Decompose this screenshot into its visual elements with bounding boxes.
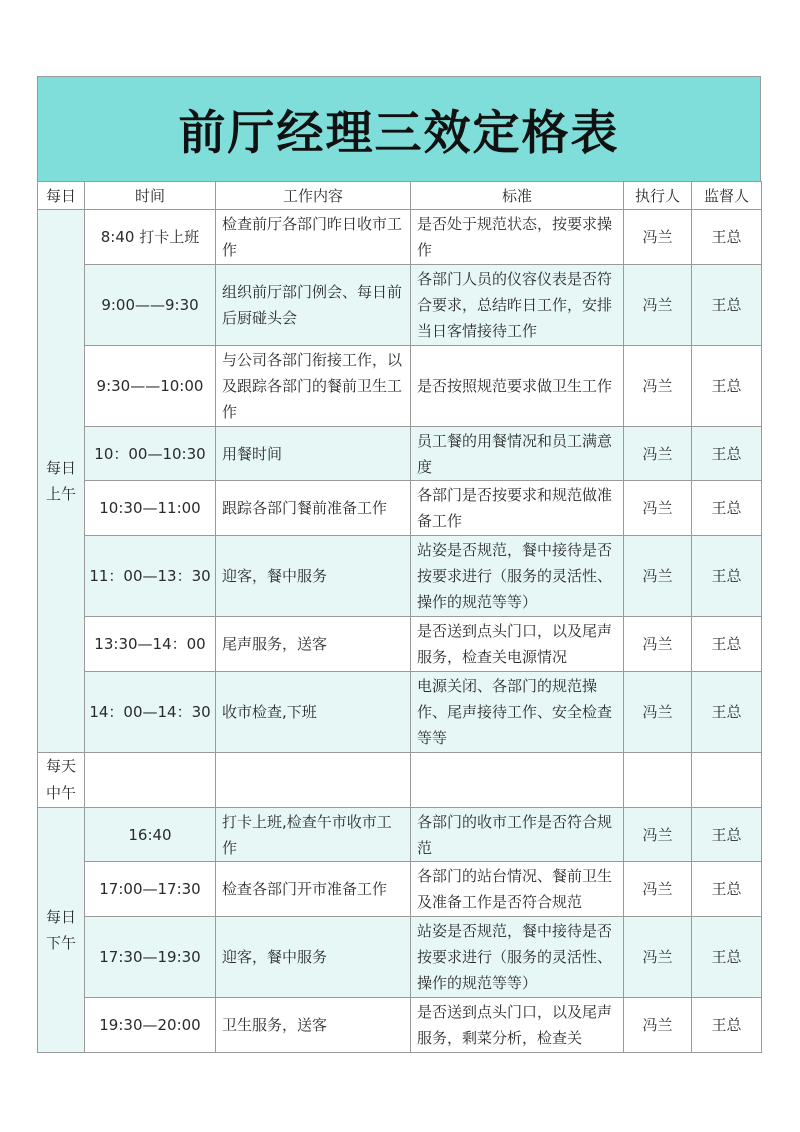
cell-standard: 是否按照规范要求做卫生工作 <box>411 346 624 427</box>
cell-supervisor: 王总 <box>692 862 762 917</box>
cell-executor: 冯兰 <box>624 808 692 862</box>
cell-supervisor: 王总 <box>692 536 762 617</box>
schedule-sheet <box>37 76 761 1053</box>
cell-time: 10：00—10:30 <box>85 427 216 481</box>
cell-executor: 冯兰 <box>624 998 692 1053</box>
cell-supervisor: 王总 <box>692 427 762 481</box>
cell-content: 尾声服务，送客 <box>216 617 411 672</box>
table-row <box>38 672 762 753</box>
table-row <box>38 917 762 998</box>
group-morning-label: 每日 上午 <box>45 459 76 503</box>
cell-time: 9:30——10:00 <box>85 346 216 427</box>
table-row <box>38 862 762 917</box>
cell-time: 17:00—17:30 <box>85 862 216 917</box>
header-time: 时间 <box>85 182 216 210</box>
cell-time: 19:30—20:00 <box>85 998 216 1053</box>
table-row <box>38 346 762 427</box>
cell-standard: 是否送到点头门口，以及尾声服务，检查关电源情况 <box>411 617 624 672</box>
cell-standard: 各部门人员的仪容仪表是否符合要求，总结昨日工作，安排当日客情接待工作 <box>411 265 624 346</box>
cell-supervisor: 王总 <box>692 481 762 536</box>
cell-executor: 冯兰 <box>624 617 692 672</box>
cell-time: 17:30—19:30 <box>85 917 216 998</box>
header-supervisor: 监督人 <box>692 182 762 210</box>
cell-content: 收市检查,下班 <box>216 672 411 753</box>
cell-content: 打卡上班,检查午市收市工作 <box>216 808 411 862</box>
cell-standard: 各部门是否按要求和规范做准备工作 <box>411 481 624 536</box>
table-row <box>38 998 762 1053</box>
cell-content: 用餐时间 <box>216 427 411 481</box>
cell-executor: 冯兰 <box>624 210 692 265</box>
header-row <box>38 182 762 210</box>
title-band <box>37 76 761 181</box>
cell-executor: 冯兰 <box>624 536 692 617</box>
cell-content: 迎客，餐中服务 <box>216 536 411 617</box>
schedule-table <box>37 181 762 1053</box>
group-noon <box>38 753 85 808</box>
cell-content: 检查各部门开市准备工作 <box>216 862 411 917</box>
cell-content: 组织前厅部门例会、每日前后厨碰头会 <box>216 265 411 346</box>
cell-empty <box>85 753 216 808</box>
cell-time: 13:30—14：00 <box>85 617 216 672</box>
table-row <box>38 808 762 862</box>
table-row <box>38 210 762 265</box>
cell-empty <box>216 753 411 808</box>
cell-content: 卫生服务，送客 <box>216 998 411 1053</box>
cell-supervisor: 王总 <box>692 917 762 998</box>
table-row <box>38 617 762 672</box>
header-standard: 标准 <box>411 182 624 210</box>
group-afternoon-label: 每日 下午 <box>45 908 76 952</box>
cell-executor: 冯兰 <box>624 862 692 917</box>
group-afternoon <box>38 808 85 1053</box>
cell-executor: 冯兰 <box>624 346 692 427</box>
cell-standard: 电源关闭、各部门的规范操作、尾声接待工作、安全检查等等 <box>411 672 624 753</box>
cell-time: 8:40 打卡上班 <box>85 210 216 265</box>
header-day: 每日 <box>38 182 85 210</box>
cell-content: 与公司各部门衔接工作，以及跟踪各部门的餐前卫生工作 <box>216 346 411 427</box>
cell-time: 14：00—14：30 <box>85 672 216 753</box>
cell-supervisor: 王总 <box>692 265 762 346</box>
table-row <box>38 753 762 808</box>
cell-standard: 站姿是否规范，餐中接待是否按要求进行（服务的灵活性、操作的规范等等） <box>411 536 624 617</box>
cell-standard: 员工餐的用餐情况和员工满意度 <box>411 427 624 481</box>
page-title: 前厅经理三效定格表 <box>178 105 620 161</box>
cell-time: 16:40 <box>85 808 216 862</box>
cell-standard: 各部门的站台情况、餐前卫生及准备工作是否符合规范 <box>411 862 624 917</box>
cell-standard: 是否送到点头门口，以及尾声服务，剩菜分析，检查关 <box>411 998 624 1053</box>
cell-content: 跟踪各部门餐前准备工作 <box>216 481 411 536</box>
cell-standard: 是否处于规范状态，按要求操作 <box>411 210 624 265</box>
cell-executor: 冯兰 <box>624 265 692 346</box>
table-row <box>38 481 762 536</box>
cell-supervisor: 王总 <box>692 617 762 672</box>
cell-content: 检查前厅各部门昨日收市工作 <box>216 210 411 265</box>
table-row <box>38 265 762 346</box>
cell-time: 9:00——9:30 <box>85 265 216 346</box>
cell-executor: 冯兰 <box>624 481 692 536</box>
cell-time: 10:30—11:00 <box>85 481 216 536</box>
cell-supervisor: 王总 <box>692 210 762 265</box>
cell-supervisor: 王总 <box>692 346 762 427</box>
cell-empty <box>624 753 692 808</box>
cell-supervisor: 王总 <box>692 672 762 753</box>
group-noon-label: 每天 中午 <box>45 757 76 802</box>
cell-content: 迎客，餐中服务 <box>216 917 411 998</box>
table-row <box>38 427 762 481</box>
header-content: 工作内容 <box>216 182 411 210</box>
cell-executor: 冯兰 <box>624 427 692 481</box>
header-executor: 执行人 <box>624 182 692 210</box>
table-row <box>38 536 762 617</box>
cell-supervisor: 王总 <box>692 998 762 1053</box>
cell-standard: 各部门的收市工作是否符合规范 <box>411 808 624 862</box>
cell-standard: 站姿是否规范，餐中接待是否按要求进行（服务的灵活性、操作的规范等等） <box>411 917 624 998</box>
cell-empty <box>692 753 762 808</box>
group-morning <box>38 210 85 753</box>
cell-empty <box>411 753 624 808</box>
cell-executor: 冯兰 <box>624 672 692 753</box>
cell-supervisor: 王总 <box>692 808 762 862</box>
cell-executor: 冯兰 <box>624 917 692 998</box>
cell-time: 11：00—13：30 <box>85 536 216 617</box>
